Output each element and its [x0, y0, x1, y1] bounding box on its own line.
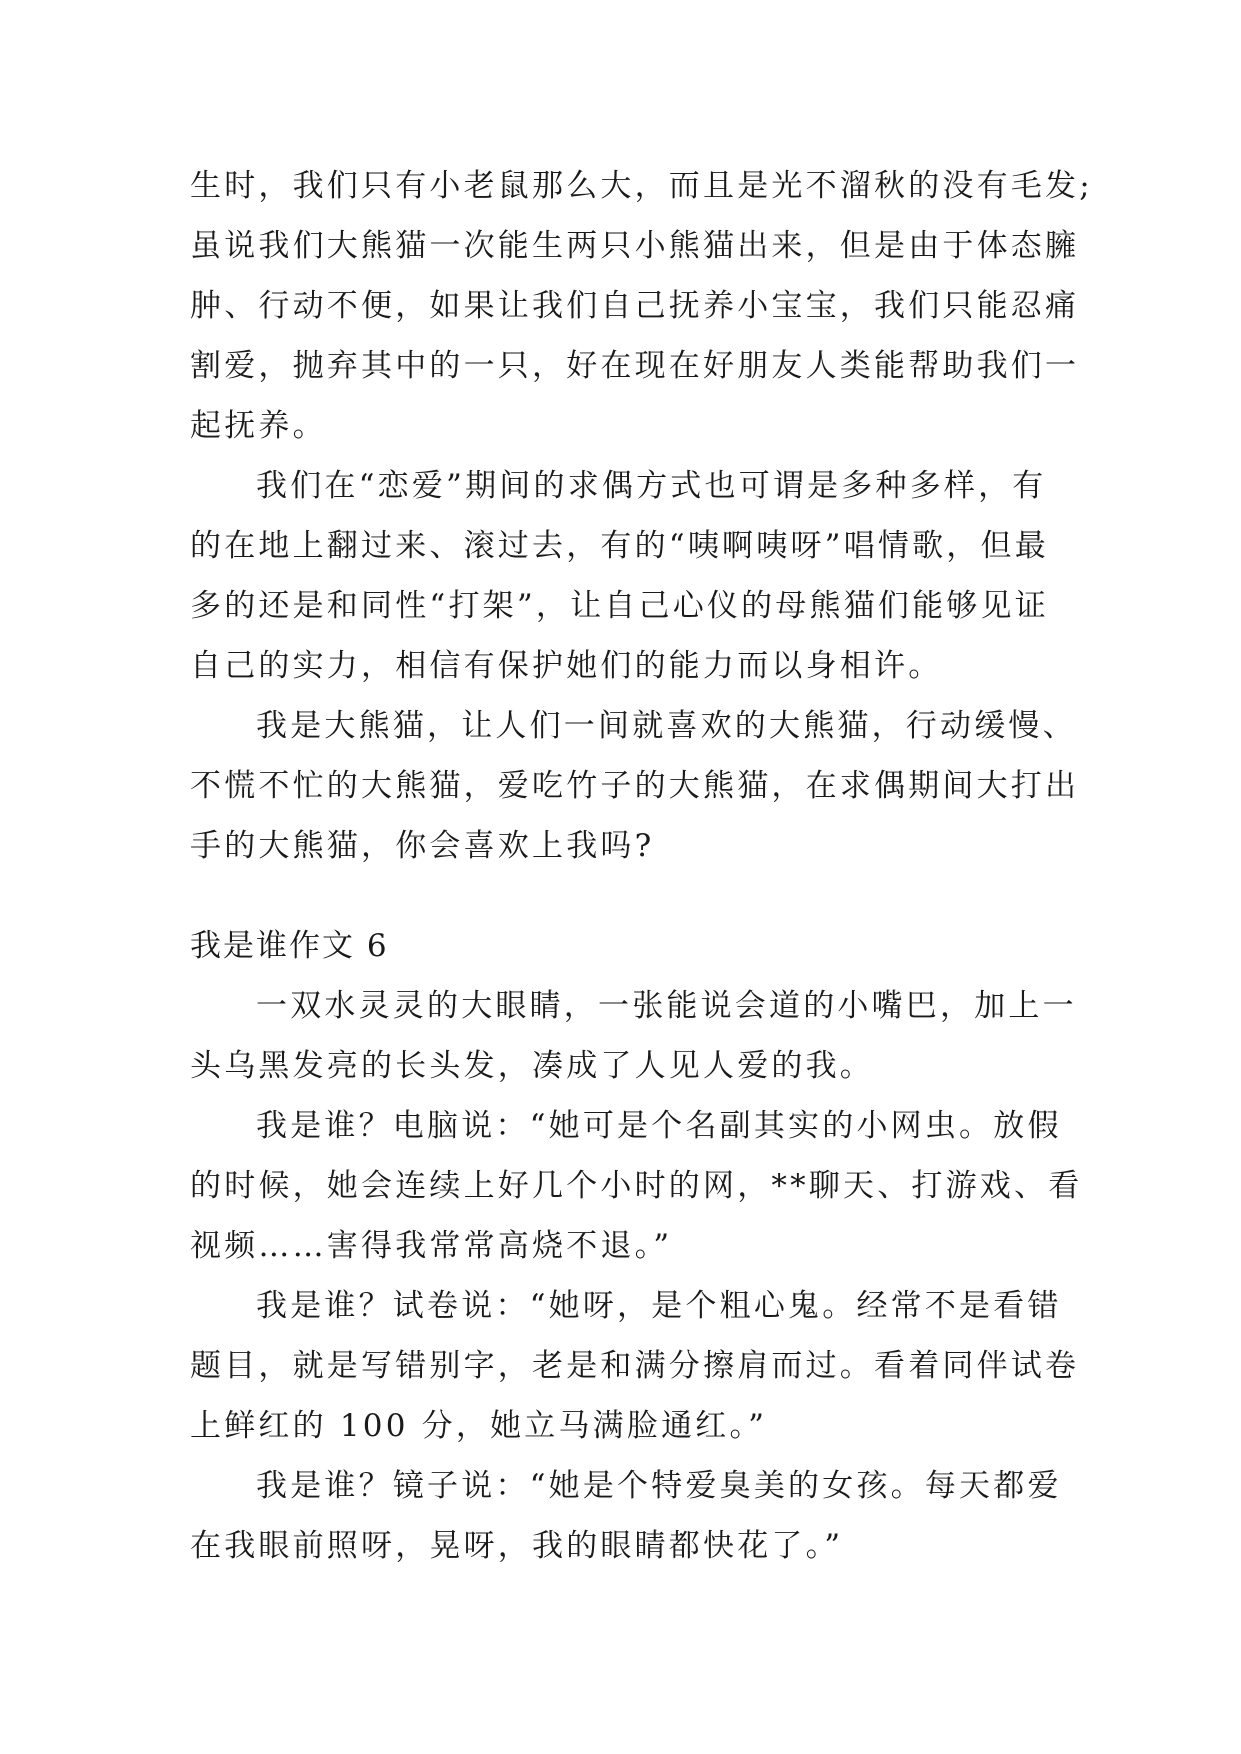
paragraph-line: 我是谁？镜子说：“她是个特爱臭美的女孩。每天都爱: [256, 1468, 1062, 1504]
paragraph-line: 我们在“恋爱”期间的求偶方式也可谓是多种多样，有: [256, 468, 1047, 504]
paragraph-line: 题目，就是写错别字，老是和满分擦肩而过。看着同伴试卷: [190, 1348, 1080, 1384]
paragraph-line: 自己的实力，相信有保护她们的能力而以身相许。: [190, 648, 943, 684]
paragraph-line: 起抚养。: [190, 408, 327, 444]
paragraph-line: 我是大熊猫，让人们一间就喜欢的大熊猫，行动缓慢、: [256, 708, 1077, 744]
paragraph-line: 视频……害得我常常高烧不退。”: [190, 1228, 673, 1264]
paragraph-line: 头乌黑发亮的长头发，凑成了人见人爱的我。: [190, 1048, 874, 1084]
paragraph-line: 割爱，抛弃其中的一只，好在现在好朋友人类能帮助我们一: [190, 348, 1080, 384]
paragraph-line: 手的大熊猫，你会喜欢上我吗?: [190, 828, 655, 864]
paragraph-line: 我是谁？电脑说：“她可是个名副其实的小网虫。放假: [256, 1108, 1062, 1144]
paragraph-line: 生时，我们只有小老鼠那么大，而且是光不溜秋的没有毛发;: [190, 168, 1093, 204]
paragraph-line: 一双水灵灵的大眼睛，一张能说会道的小嘴巴，加上一: [256, 988, 1077, 1024]
paragraph-line: 肿、行动不便，如果让我们自己抚养小宝宝，我们只能忍痛: [190, 288, 1080, 324]
section-heading: 我是谁作文 6: [190, 928, 389, 964]
paragraph-line: 我是谁？试卷说：“她呀，是个粗心鬼。经常不是看错: [256, 1288, 1062, 1324]
paragraph-line: 在我眼前照呀，晃呀，我的眼睛都快花了。”: [190, 1528, 844, 1564]
paragraph-line: 虽说我们大熊猫一次能生两只小熊猫出来，但是由于体态臃: [190, 228, 1080, 264]
paragraph-line: 不慌不忙的大熊猫，爱吃竹子的大熊猫，在求偶期间大打出: [190, 768, 1080, 804]
paragraph-line: 多的还是和同性“打架”，让自己心仪的母熊猫们能够见证: [190, 588, 1049, 624]
paragraph-line: 上鲜红的 100 分，她立马满脸通红。”: [190, 1408, 768, 1444]
paragraph-line: 的在地上翻过来、滚过去，有的“咦啊咦呀”唱情歌，但最: [190, 528, 1049, 564]
paragraph-line: 的时候，她会连续上好几个小时的网，**聊天、打游戏、看: [190, 1168, 1083, 1204]
